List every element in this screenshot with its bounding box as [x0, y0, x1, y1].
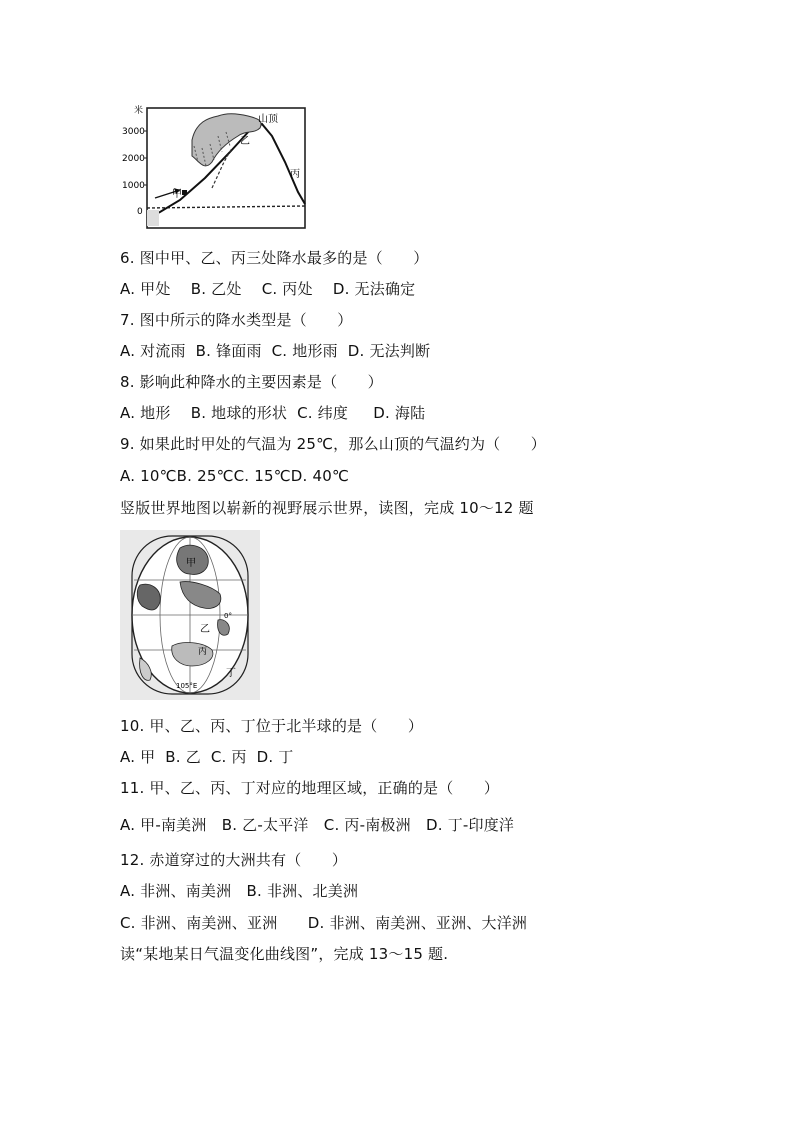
y-tick: 2000 — [122, 154, 145, 164]
map-label-lat: 0° — [224, 612, 232, 620]
y-tick: 0 — [137, 207, 143, 217]
q10-options: A. 甲 B. 乙 C. 丙 D. 丁 — [120, 748, 294, 766]
q6-options: A. 甲处 B. 乙处 C. 丙处 D. 无法确定 — [120, 280, 416, 298]
intro-10-12: 竖版世界地图以崭新的视野展示世界，读图，完成 10～12 题 — [120, 499, 534, 517]
map-label-ding: 丁 — [226, 668, 236, 679]
q9-stem: 9. 如果此时甲处的气温为 25℃，那么山顶的气温约为（ ） — [120, 435, 546, 453]
q8-options: A. 地形 B. 地球的形状 C. 纬度 D. 海陆 — [120, 404, 426, 422]
q12-options-1: A. 非洲、南美洲 B. 非洲、北美洲 — [120, 882, 359, 900]
label-yi: 乙 — [240, 136, 250, 147]
q7-options: A. 对流雨 B. 锋面雨 C. 地形雨 D. 无法判断 — [120, 342, 431, 360]
q12-options-2: C. 非洲、南美洲、亚洲 D. 非洲、南美洲、亚洲、大洋洲 — [120, 914, 528, 932]
label-bing: 丙 — [290, 169, 300, 180]
vertical-world-map-figure — [120, 530, 260, 700]
q11-options: A. 甲-南美洲 B. 乙-太平洋 C. 丙-南极洲 D. 丁-印度洋 — [120, 816, 515, 834]
map-label-lon: 105°E — [176, 682, 198, 690]
q12-stem: 12. 赤道穿过的大洲共有（ ） — [120, 851, 348, 869]
q11-stem: 11. 甲、乙、丙、丁对应的地理区域，正确的是（ ） — [120, 779, 500, 797]
orographic-rain-figure — [120, 100, 310, 232]
q7-stem: 7. 图中所示的降水类型是（ ） — [120, 311, 353, 329]
q9-options: A. 10℃B. 25℃C. 15℃D. 40℃ — [120, 467, 349, 485]
q6-stem: 6. 图中甲、乙、丙三处降水最多的是（ ） — [120, 249, 429, 267]
y-axis-unit: 米 — [134, 106, 144, 116]
q10-stem: 10. 甲、乙、丙、丁位于北半球的是（ ） — [120, 717, 424, 735]
q8-stem: 8. 影响此种降水的主要因素是（ ） — [120, 373, 383, 391]
map-label-bing: 丙 — [198, 647, 208, 657]
intro-13-15: 读“某地某日气温变化曲线图”，完成 13～15 题. — [120, 945, 449, 963]
label-jia: 甲 — [172, 189, 182, 200]
y-tick: 3000 — [122, 127, 145, 137]
label-summit: 山顶 — [258, 114, 278, 125]
map-label-yi: 乙 — [200, 624, 210, 635]
map-label-jia: 甲 — [186, 558, 196, 569]
y-tick: 1000 — [122, 181, 145, 191]
